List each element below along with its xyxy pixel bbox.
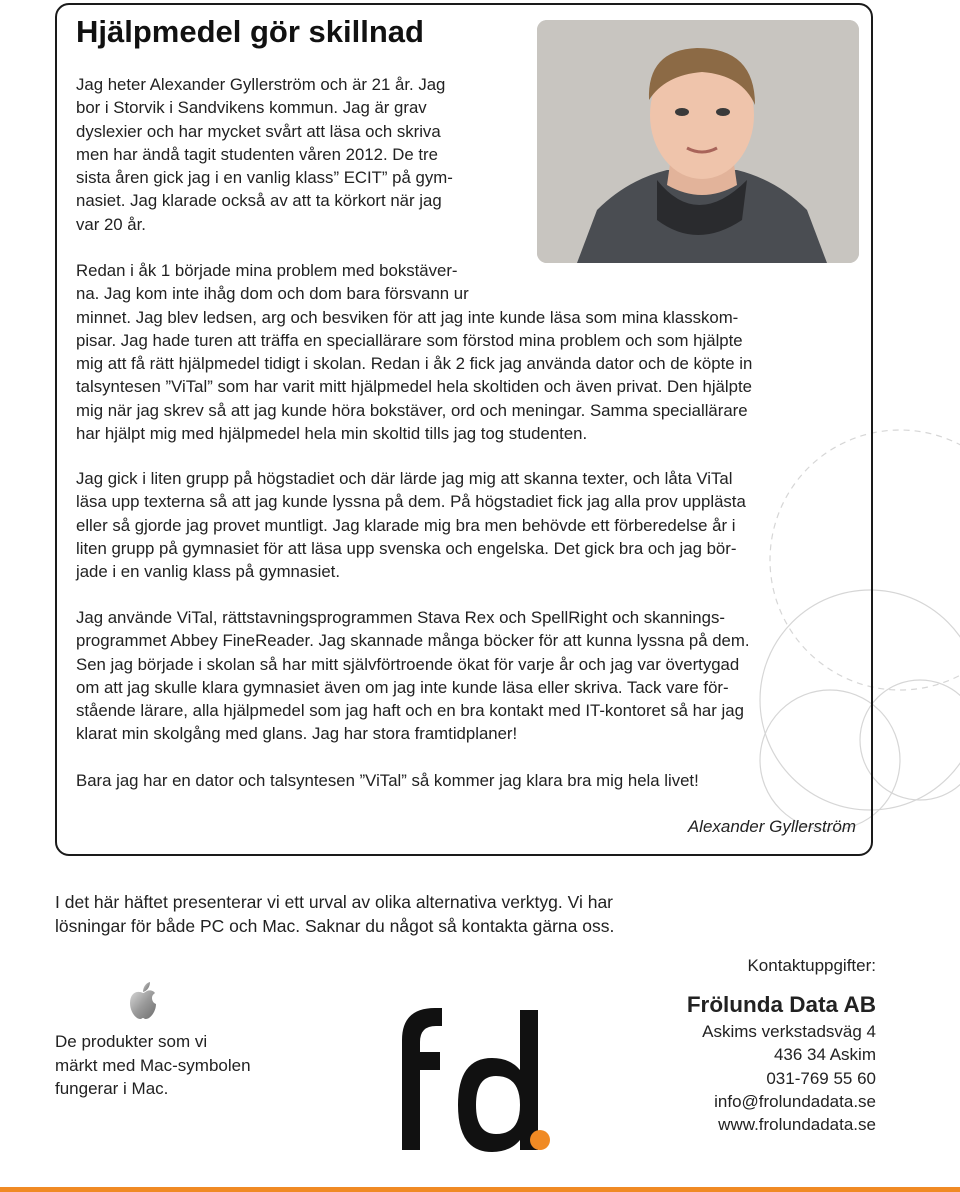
- text-line: stående lärare, alla hjälpmedel som jag haft och en bra kontakt med IT-kontoret så har jag: [76, 701, 744, 721]
- paragraph-problems: [76, 259, 752, 445]
- postal-address: 436 34 Askim: [773, 1045, 876, 1065]
- footer-accent-line: [0, 1187, 960, 1192]
- text-line: Jag använde ViTal, rättstavningsprogrammen Stava Rex och SpellRight och skannings-: [76, 608, 725, 627]
- text-line: jade i en vanlig klass på gymnasiet.: [76, 562, 340, 582]
- text-line: fungerar i Mac.: [55, 1079, 169, 1098]
- text-line: eller så gjorde jag provet muntligt. Jag klarade mig bra men behövde ett förberedelse år i: [76, 515, 736, 535]
- street-address: Askims verkstadsväg 4: [702, 1022, 876, 1041]
- text-line: märkt med Mac-symbolen: [55, 1055, 251, 1075]
- text-line: Bara jag har en dator och talsyntesen ”ViTal” så kommer jag klara bra mig hela livet!: [76, 771, 699, 790]
- text-line: mig att få rätt hjälpmedel tidigt i skolan. Redan i åk 2 fick jag använda dator och de köpte in: [76, 354, 753, 374]
- paragraph-intro: [76, 73, 453, 236]
- text-line: Jag gick i liten grupp på högstadiet och där lärde jag mig att skanna texter, och låta ViTal: [76, 469, 733, 488]
- contact-label: Kontaktuppgifter:: [747, 956, 876, 975]
- contact-block: [687, 955, 876, 1136]
- text-line: nasiet. Jag klarade också av att ta körkort när jag: [76, 191, 442, 211]
- text-line: bor i Storvik i Sandvikens kommun. Jag är grav: [76, 98, 427, 118]
- text-line: na. Jag kom inte ihåg dom och dom bara försvann ur: [76, 284, 469, 304]
- portrait-photo: [537, 20, 859, 263]
- paragraph-closing: [76, 769, 699, 792]
- text-line: dyslexier och har mycket svårt att läsa och skriva: [76, 121, 441, 141]
- text-line: pisar. Jag hade turen att träffa en speciallärare som förstod mina problem och som hjälpte: [76, 330, 743, 350]
- paragraph-tools: [76, 606, 750, 746]
- text-line: lösningar för både PC och Mac. Saknar du något så kontakta gärna oss.: [55, 915, 615, 936]
- text-line: minnet. Jag blev ledsen, arg och besviken för att jag inte kunde läsa som mina klasskom-: [76, 307, 739, 327]
- text-line: Jag heter Alexander Gyllerström och är 21 år. Jag: [76, 75, 446, 94]
- text-line: har hjälpt mig med hjälpmedel hela min skoltid tills jag tog studenten.: [76, 424, 588, 444]
- text-line: var 20 år.: [76, 214, 146, 234]
- paragraph-highschool: [76, 467, 746, 583]
- text-line: De produkter som vi: [55, 1032, 208, 1051]
- text-line: läsa upp texterna så att jag kunde lyssna på dem. På högstadiet fick jag alla prov upplästa: [76, 492, 746, 512]
- text-line: Sen jag började i skolan så har mitt självförtroende ökat för varje år och jag var övertygad: [76, 654, 740, 674]
- text-line: sista åren gick jag i en vanlig klass” ECIT” på gym-: [76, 168, 453, 188]
- mac-note: [55, 1030, 295, 1101]
- text-line: programmet Abbey FineReader. Jag skannade många böcker för att kunna lyssna på dem.: [76, 631, 750, 651]
- company-name: Frölunda Data AB: [686, 992, 876, 1017]
- page-title: Hjälpmedel gör skillnad: [76, 14, 424, 49]
- email-link[interactable]: info@frolundadata.se: [714, 1091, 876, 1111]
- text-line: talsyntesen ”ViTal” som har varit mitt hjälpmedel hela skoltiden och även privat. Den hjälpte: [76, 377, 752, 397]
- booklet-intro: [55, 891, 715, 938]
- text-line: Redan i åk 1 började mina problem med bokstäver-: [76, 261, 458, 280]
- fd-logo: [380, 1000, 560, 1160]
- phone-number: 031-769 55 60: [766, 1068, 876, 1088]
- text-line: liten grupp på gymnasiet för att läsa upp svenska och engelska. Det gick bra och jag bör-: [76, 538, 737, 558]
- text-line: mig när jag skrev så att jag kunde höra bokstäver, ord och meningar. Samma speciallärare: [76, 400, 748, 420]
- signature: Alexander Gyllerström: [687, 817, 856, 836]
- apple-icon: [127, 980, 159, 1020]
- text-line: klarat min skolgång med glans. Jag har stora framtidplaner!: [76, 724, 518, 744]
- text-line: men har ändå tagit studenten våren 2012. De tre: [76, 144, 438, 164]
- text-line: om att jag skulle klara gymnasiet även om jag inte kunde läsa eller skriva. Tack vare för-: [76, 677, 729, 697]
- website-link[interactable]: www.frolundadata.se: [718, 1115, 876, 1135]
- text-line: I det här häftet presenterar vi ett urval av olika alternativa verktyg. Vi har: [55, 892, 614, 912]
